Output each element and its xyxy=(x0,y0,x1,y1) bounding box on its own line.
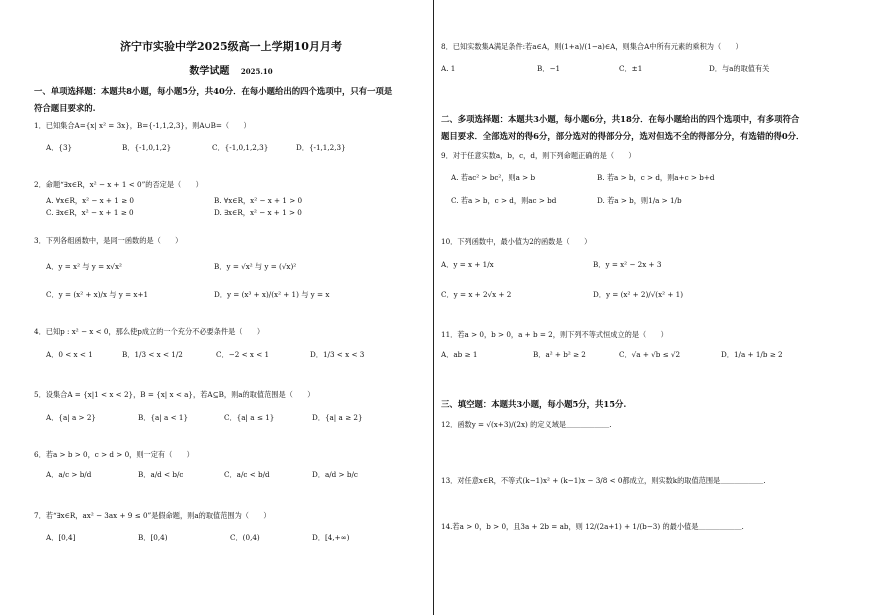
q3-option-d: D．y = (x³ + x)/(x² + 1) 与 y = x xyxy=(214,290,330,299)
q7-option-b: B．[0,4) xyxy=(138,533,168,542)
q6-option-c: C．a/c < b/d xyxy=(224,470,270,479)
q5-option-c: C．{a| a ≤ 1} xyxy=(224,413,275,422)
q1-option-c: C．{-1,0,1,2,3} xyxy=(212,143,269,152)
section1-heading: 一、单项选择题：本题共8小题，每小题5分，共40分．在每小题给出的四个选项中，只有一项是 xyxy=(34,86,393,96)
q1-option-d: D．{-1,1,2,3} xyxy=(296,143,346,152)
q8-option-b: B．−1 xyxy=(537,64,561,73)
q2-option-b: B. ∀x∈R，x² − x + 1 > 0 xyxy=(214,196,303,205)
q1-option-a: A．{3} xyxy=(46,143,73,152)
q14-stem: 14.若a > 0，b > 0，且3a + 2b = ab，则 12/(2a+1) + 1/(b−3) 的最小值是＿＿＿＿＿＿. xyxy=(441,522,744,531)
q2-option-d: D. ∃x∈R，x² − x + 1 > 0 xyxy=(214,208,302,217)
q5-option-b: B．{a| a < 1} xyxy=(138,413,189,422)
q5-stem: 5．设集合A = {x|1 < x < 2}，B = {x| x < a}，若A⊆B，则a的取值范围是（ ） xyxy=(34,390,315,399)
q3-option-c: C．y = (x² + x)/x 与 y = x+1 xyxy=(46,290,149,299)
q4-option-c: C．−2 < x < 1 xyxy=(216,350,270,359)
q10-option-c: C．y = x + 2√x + 2 xyxy=(441,290,512,299)
q3-stem: 3．下列各组函数中，是同一函数的是（ ） xyxy=(34,236,183,245)
q8-stem: 8．已知实数集A满足条件:若a∈A，则(1+a)/(1−a)∈A，则集合A中所有元素的乘积为（ ） xyxy=(441,42,743,51)
exam-subtitle xyxy=(34,62,428,77)
q4-stem: 4．已知p : x² − x < 0，那么使p成立的一个充分不必要条件是（ ） xyxy=(34,327,265,336)
q8-option-d: D．与a的取值有关 xyxy=(709,64,770,73)
q7-option-a: A．[0,4] xyxy=(46,533,76,542)
q9-option-d: D. 若a > b，则1/a > 1/b xyxy=(597,196,682,205)
q6-option-a: A．a/c > b/d xyxy=(46,470,92,479)
exam-date: 2025.10 xyxy=(240,67,273,76)
q11-option-c: C．√a + √b ≤ √2 xyxy=(619,350,681,359)
q9-stem: 9．对于任意实数a，b，c，d，则下列命题正确的是（ ） xyxy=(441,151,636,160)
q10-stem: 10．下列函数中，最小值为2的函数是（ ） xyxy=(441,237,592,246)
q6-option-d: D．a/d > b/c xyxy=(312,470,358,479)
section1-heading-cont: 符合题目要求的. xyxy=(34,103,96,113)
section2-heading: 二、多项选择题：本题共3小题，每小题6分，共18分．在每小题给出的四个选项中，有多项符合 xyxy=(441,114,800,124)
q4-option-b: B．1/3 < x < 1/2 xyxy=(122,350,183,359)
q11-option-a: A．ab ≥ 1 xyxy=(441,350,478,359)
q10-option-a: A．y = x + 1/x xyxy=(441,260,494,269)
q13-stem: 13．对任意x∈R，不等式(k−1)x² + (k−1)x − 3/8 < 0都成立，则实数k的取值范围是＿＿＿＿＿＿. xyxy=(441,476,766,485)
q3-option-b: B．y = √x² 与 y = (√x)² xyxy=(214,262,297,271)
q9-option-c: C. 若a > b，c > d，则ac > bd xyxy=(451,196,557,205)
q8-option-a: A. 1 xyxy=(441,64,456,73)
subject-title: 数学试题 xyxy=(189,66,230,77)
exam-title: 济宁市实验中学2025级高一上学期10月月考 xyxy=(120,40,342,53)
q11-option-d: D．1/a + 1/b ≥ 2 xyxy=(721,350,783,359)
section2-heading-cont: 题目要求．全部选对的得6分，部分选对的得部分分，选对但选不全的得部分分，有选错的得0分． xyxy=(441,131,805,141)
q9-option-b: B. 若a > b，c > d，则a+c > b+d xyxy=(597,173,715,182)
q6-option-b: B．a/d < b/c xyxy=(138,470,184,479)
q7-option-c: C．(0,4) xyxy=(230,533,260,542)
q6-stem: 6．若a > b > 0，c > d > 0，则一定有（ ） xyxy=(34,450,194,459)
q5-option-d: D．{a| a ≥ 2} xyxy=(312,413,363,422)
q9-option-a: A. 若ac² > bc²，则a > b xyxy=(451,173,536,182)
q3-option-a: A．y = x² 与 y = x√x² xyxy=(46,262,122,271)
q10-option-b: B．y = x² − 2x + 3 xyxy=(593,260,662,269)
q4-option-a: A．0 < x < 1 xyxy=(46,350,93,359)
q11-option-b: B．a² + b² ≥ 2 xyxy=(533,350,586,359)
q2-option-c: C. ∃x∈R，x² − x + 1 ≥ 0 xyxy=(46,208,134,217)
q1-option-b: B．{-1,0,1,2} xyxy=(122,143,172,152)
q12-stem: 12．函数y = √(x+3)/(2x) 的定义域是＿＿＿＿＿＿. xyxy=(441,420,612,429)
q5-option-a: A．{a| a > 2} xyxy=(46,413,96,422)
q11-stem: 11．若a > 0，b > 0，a + b = 2，则下列不等式恒成立的是（ ） xyxy=(441,330,668,339)
q2-option-a: A. ∀x∈R，x² − x + 1 ≥ 0 xyxy=(46,196,134,205)
q8-option-c: C．±1 xyxy=(619,64,643,73)
column-divider xyxy=(433,0,434,615)
q7-option-d: D．[4,+∞) xyxy=(312,533,350,542)
q2-stem: 2．命题“∃x∈R，x² − x + 1 < 0”的否定是（ ） xyxy=(34,180,203,189)
q4-option-d: D．1/3 < x < 3 xyxy=(310,350,365,359)
q10-option-d: D．y = (x² + 2)/√(x² + 1) xyxy=(593,290,684,299)
q7-stem: 7．若“∃x∈R，ax² − 3ax + 9 ≤ 0”是假命题，则a的取值范围为（ ） xyxy=(34,511,271,520)
section3-heading: 三、填空题：本题共3小题，每小题5分，共15分. xyxy=(441,399,627,409)
q1-stem: 1．已知集合A={x| x² = 3x}，B={-1,1,2,3}，则A∪B=（ ） xyxy=(34,121,251,130)
